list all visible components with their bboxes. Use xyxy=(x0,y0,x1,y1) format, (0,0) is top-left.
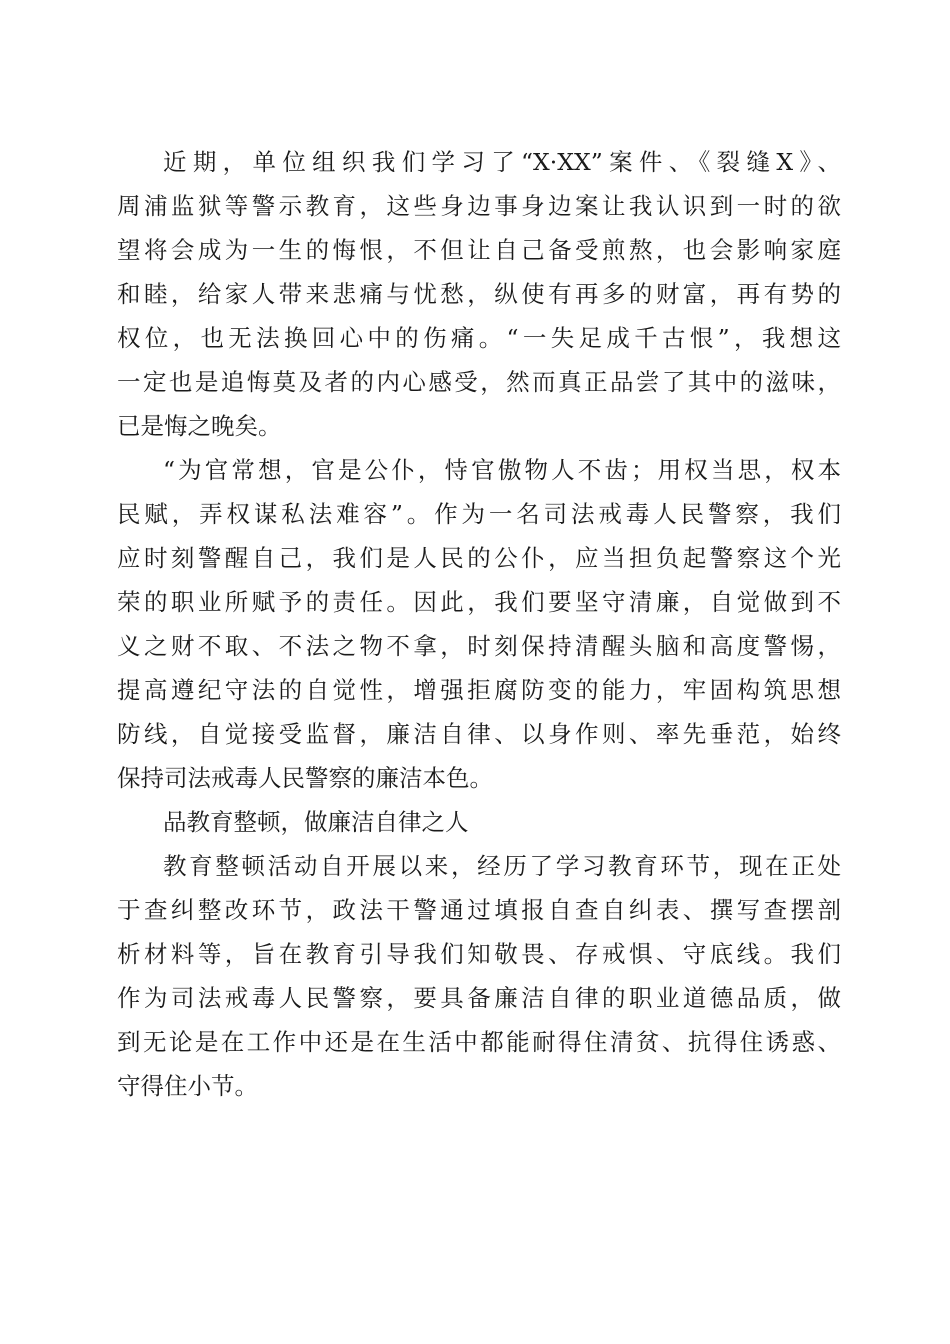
paragraph-line: 一定也是追悔莫及者的内心感受，然而真正品尝了其中的滋味， xyxy=(117,368,841,396)
paragraph-line: 作为司法戒毒人民警察，要具备廉洁自律的职业道德品质，做 xyxy=(117,984,841,1012)
paragraph-line: 教育整顿活动自开展以来，经历了学习教育环节，现在正处 xyxy=(163,852,841,880)
paragraph-line: 守得住小节。 xyxy=(117,1072,258,1100)
paragraph-line: 近期，单位组织我们学习了“X·XX”案件、《裂缝X》、 xyxy=(163,148,841,176)
paragraph-line: 民赋，弄权谋私法难容”。作为一名司法戒毒人民警察，我们 xyxy=(117,500,841,528)
paragraph-line: 于查纠整改环节，政法干警通过填报自查自纠表、撰写查摆剖 xyxy=(117,896,841,924)
section-heading: 品教育整顿，做廉洁自律之人 xyxy=(163,808,469,836)
paragraph-line: 提高遵纪守法的自觉性，增强拒腐防变的能力，牢固构筑思想 xyxy=(117,676,841,704)
paragraph-line: 应时刻警醒自己，我们是人民的公仆，应当担负起警察这个光 xyxy=(117,544,841,572)
paragraph-line: 望将会成为一生的悔恨，不但让自己备受煎熬，也会影响家庭 xyxy=(117,236,841,264)
paragraph-line: 防线，自觉接受监督，廉洁自律、以身作则、率先垂范，始终 xyxy=(117,720,841,748)
body-text xyxy=(117,140,841,1108)
paragraph-line: 到无论是在工作中还是在生活中都能耐得住清贫、抗得住诱惑、 xyxy=(117,1028,841,1056)
paragraph-line: 保持司法戒毒人民警察的廉洁本色。 xyxy=(117,764,493,792)
paragraph-line: 荣的职业所赋予的责任。因此，我们要坚守清廉，自觉做到不 xyxy=(117,588,841,616)
paragraph-line: 权位，也无法换回心中的伤痛。“一失足成千古恨”，我想这 xyxy=(117,324,841,352)
paragraph-line: 析材料等，旨在教育引导我们知敬畏、存戒惧、守底线。我们 xyxy=(117,940,841,968)
paragraph-line: 已是悔之晚矣。 xyxy=(117,412,282,440)
paragraph-line: 周浦监狱等警示教育，这些身边事身边案让我认识到一时的欲 xyxy=(117,192,841,220)
paragraph-line: 义之财不取、不法之物不拿，时刻保持清醒头脑和高度警惕， xyxy=(117,632,841,660)
paragraph-line: “为官常想，官是公仆，恃官傲物人不齿；用权当思，权本 xyxy=(163,456,841,484)
paragraph-line: 和睦，给家人带来悲痛与忧愁，纵使有再多的财富，再有势的 xyxy=(117,280,841,308)
